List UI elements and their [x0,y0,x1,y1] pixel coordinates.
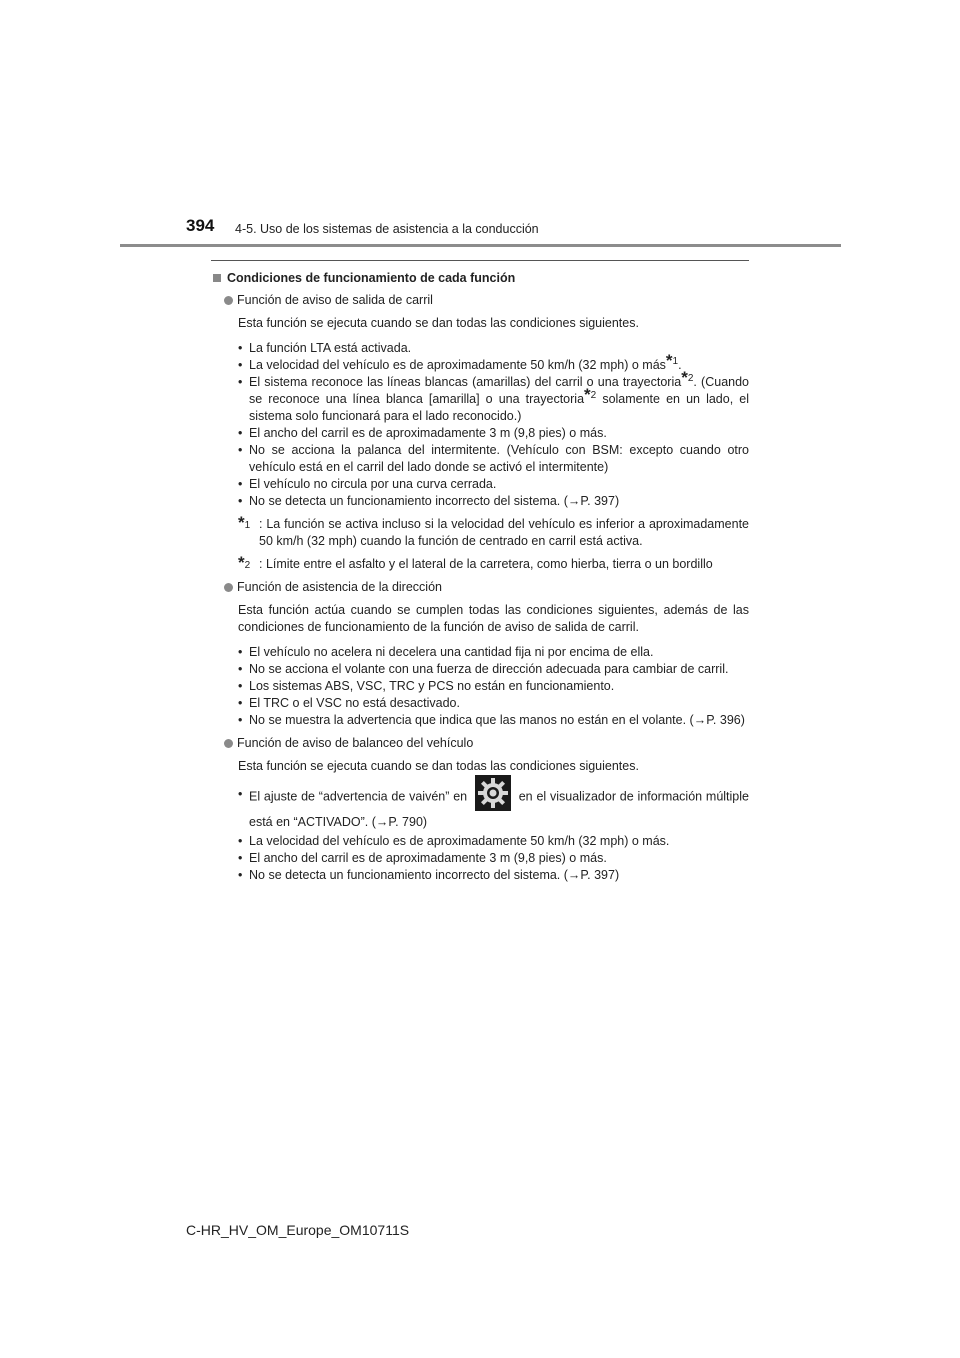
list-item: • No se detecta un funcionamiento incorrecto del sistema. (→P. 397) [238,493,749,510]
condition-list [238,783,749,884]
list-item: • El sistema reconoce las líneas blancas (amarillas) del carril o una trayectoria$^{*2}$. (Cuando se reconoce una línea blanca [amarilla] o una trayectoria$^{*2}$ solamente en un lado, el sistema solo funcionará para el lado reconocido.) [238,374,749,425]
function-title-text: Función de aviso de salida de carril [237,293,433,307]
list-item: • No se detecta un funcionamiento incorrecto del sistema. (→P. 397) [238,867,749,884]
list-item: • El TRC o el VSC no está desactivado. [238,695,749,712]
function-title-steering-assist [224,579,749,596]
list-item: • La velocidad del vehículo es de aproximadamente 50 km/h (32 mph) o más. [238,833,749,850]
footnote-ref: *2 [584,384,597,404]
list-item: • El vehículo no circula por una curva cerrada. [238,476,749,493]
footnote: *1 : La función se activa incluso si la velocidad del vehículo es inferior a aproximadamente 50 km/h (32 mph) cuando la función de centrado en carril está activa. [238,513,749,548]
list-item: • No se acciona la palanca del intermitente. (Vehículo con BSM: excepto cuando otro vehículo está en el carril del lado donde se activó el intermitente) [238,442,749,476]
square-bullet-icon [213,274,221,282]
condition-list [238,340,749,510]
footnote: *2 : Límite entre el asfalto y el lateral de la carretera, como hierba, tierra o un bordillo [238,553,713,572]
section-rule [211,260,749,261]
list-item: • No se acciona el volante con una fuerza de dirección adecuada para cambiar de carril. [238,661,749,678]
circle-bullet-icon [224,296,233,305]
function-title-text: Función de asistencia de la dirección [237,580,442,594]
function-intro: Esta función se ejecuta cuando se dan todas las condiciones siguientes. [238,316,639,330]
page-content [211,260,749,890]
page-number: 394 [186,216,215,235]
list-item: • El ajuste de “advertencia de vaivén” en en el visualizador de información múltiple está en “ACTIVADO”. (→P. 790) [238,783,749,833]
function-title-text: Función de aviso de balanceo del vehículo [237,736,474,750]
list-item: • La velocidad del vehículo es de aproximadamente 50 km/h (32 mph) o más$^{*1}$. [238,357,749,374]
function-intro: Esta función actúa cuando se cumplen todas las condiciones siguientes, además de las condiciones de funcionamiento de la función de aviso de salida de carril. [238,603,749,634]
section-heading [211,269,749,287]
header-rule [120,244,841,247]
footnote-ref: *1 [665,350,679,370]
function-title-lane-departure [224,292,749,309]
function-intro: Esta función se ejecuta cuando se dan todas las condiciones siguientes. [238,759,639,773]
circle-bullet-icon [224,583,233,592]
gear-icon [475,775,511,811]
circle-bullet-icon [224,739,233,748]
document-code: C-HR_HV_OM_Europe_OM10711S [186,1222,410,1238]
footnote-ref: *2 [681,367,694,387]
list-item: • Los sistemas ABS, VSC, TRC y PCS no están en funcionamiento. [238,678,749,695]
list-item: • El vehículo no acelera ni decelera una cantidad fija ni por encima de ella. [238,644,749,661]
list-item: • El ancho del carril es de aproximadamente 3 m (9,8 pies) o más. [238,850,749,867]
function-title-sway-warning [224,735,749,752]
chapter-title: 4-5. Uso de los sistemas de asistencia a la conducción [235,222,539,236]
section-heading-text: Condiciones de funcionamiento de cada función [227,271,516,285]
condition-list [238,644,749,729]
list-item: • El ancho del carril es de aproximadamente 3 m (9,8 pies) o más. [238,425,749,442]
list-item: • La función LTA está activada. [238,340,749,357]
list-item: • No se muestra la advertencia que indica que las manos no están en el volante. (→P. 396) [238,712,749,729]
